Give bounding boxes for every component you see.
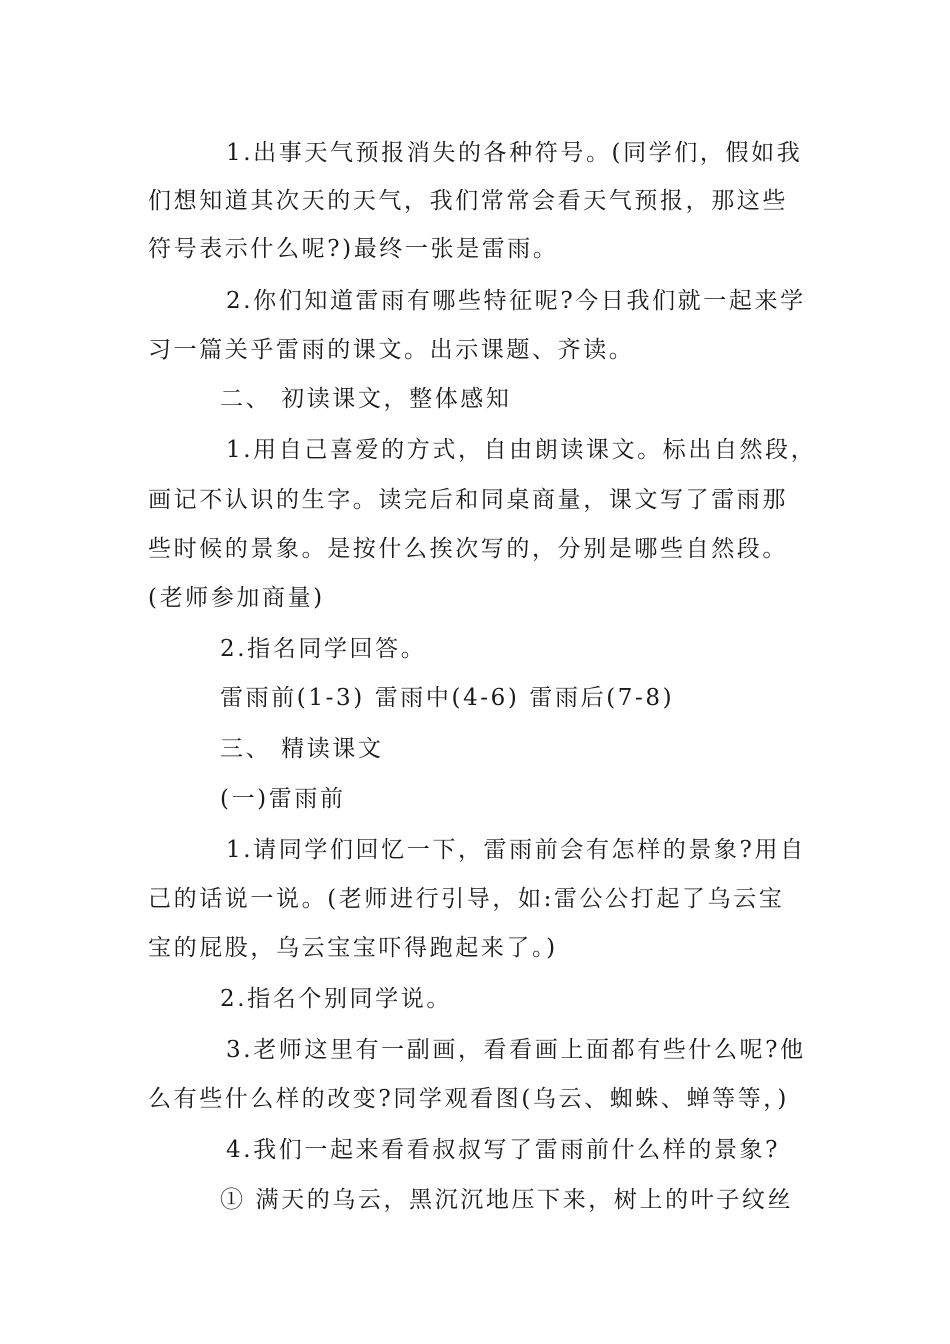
text-line: 雷雨前(1-3) 雷雨中(4-6) 雷雨后(7-8) — [220, 685, 675, 711]
text-line: 己的话说一说。(老师进行引导，如:雷公公打起了乌云宝 — [148, 886, 785, 912]
text-line: 1.出事天气预报消失的各种符号。(同学们，假如我 — [226, 140, 803, 166]
text-line: 些时候的景象。是按什么挨次写的，分别是哪些自然段。 — [148, 536, 788, 562]
text-line: 1.请同学们回忆一下，雷雨前会有怎样的景象?用自 — [226, 837, 806, 863]
text-line: 2.指名同学回答。 — [220, 636, 427, 662]
text-line: 2.指名个别同学说。 — [220, 986, 452, 1012]
text-line: 3.老师这里有一副画，看看画上面都有些什么呢?他 — [226, 1037, 806, 1063]
text-line: 2.你们知道雷雨有哪些特征呢?今日我们就一起来学 — [226, 288, 806, 314]
section-heading: 二、 初读课文，整体感知 — [220, 386, 512, 412]
text-line: 符号表示什么呢?)最终一张是雷雨。 — [148, 236, 559, 262]
text-line: 宝的屁股，乌云宝宝吓得跑起来了。) — [148, 935, 558, 961]
text-line: 么有些什么样的改变?同学观看图(乌云、蜘蛛、蝉等等，) — [148, 1086, 789, 1112]
text-line: 4.我们一起来看看叔叔写了雷雨前什么样的景象? — [226, 1137, 781, 1163]
text-line: 1.用自己喜爱的方式，自由朗读课文。标出自然段， — [226, 437, 817, 463]
text-line: 习一篇关乎雷雨的课文。出示课题、齐读。 — [148, 337, 635, 363]
section-heading: 三、 精读课文 — [220, 736, 384, 762]
text-line: 们想知道其次天的天气，我们常常会看天气预报，那这些 — [148, 188, 788, 214]
text-line: 画记不认识的生字。读完后和同桌商量，课文写了雷雨那 — [148, 487, 788, 513]
text-line: ① 满天的乌云，黑沉沉地压下来，树上的叶子纹丝 — [220, 1187, 794, 1213]
text-line: (老师参加商量) — [148, 585, 325, 611]
subsection-heading: (一)雷雨前 — [220, 786, 346, 812]
